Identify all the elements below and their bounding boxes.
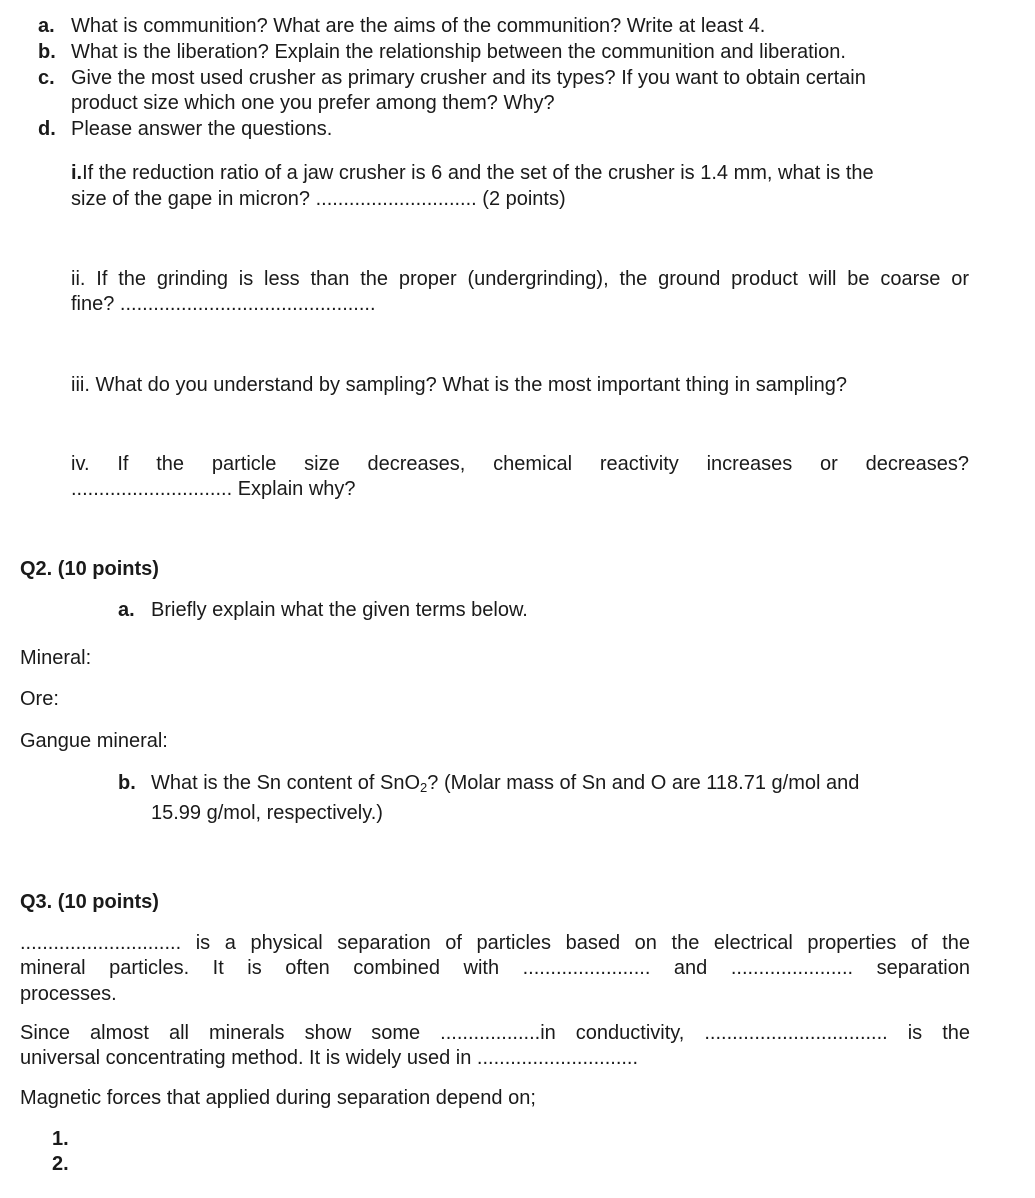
item-text: What is communition? What are the aims of the communition? Write at least 4. <box>71 15 766 37</box>
subscript-2: 2 <box>420 780 428 795</box>
term-ore: Ore: <box>20 688 59 710</box>
item-label: d. <box>38 118 56 140</box>
sub-i-line2: size of the gape in micron? ............................. (2 points) <box>71 188 566 210</box>
sub-ii-line2: fine? .............................................. <box>71 293 376 315</box>
p1-line2: mineral particles. It is often combined with ....................... and ...................... separation <box>20 957 970 979</box>
item-text-line1 <box>151 771 859 796</box>
sub-iv-line1: iv. If the particle size decreases, chemical reactivity increases or decreases? <box>71 453 969 475</box>
list-item-2: 2. <box>52 1153 69 1175</box>
item-text-line2: 15.99 g/mol, respectively.) <box>151 802 383 824</box>
sub-iv-line2: ............................. Explain why? <box>71 478 356 500</box>
p1-line3: processes. <box>20 983 117 1005</box>
term-gangue-mineral: Gangue mineral: <box>20 730 168 752</box>
item-text-line2: product size which one you prefer among them? Why? <box>71 92 555 114</box>
item-label: b. <box>118 772 136 794</box>
q3-heading: Q3. (10 points) <box>20 891 159 913</box>
item-label: a. <box>118 599 135 621</box>
sn-question-post: ? (Molar mass of Sn and O are 118.71 g/mol and <box>427 772 860 794</box>
sub-i-line1 <box>71 161 969 186</box>
q1-sub-iii: iii. What do you understand by sampling? What is the most important thing in sampling? <box>71 374 847 396</box>
item-text: Please answer the questions. <box>71 118 333 140</box>
item-text: Briefly explain what the given terms below. <box>151 599 528 621</box>
sn-question-pre: What is the Sn content of SnO <box>151 772 421 794</box>
sub-ii-line1: ii. If the grinding is less than the proper (undergrinding), the ground product will be coarse or <box>71 268 969 290</box>
sub-i-text: If the reduction ratio of a jaw crusher is 6 and the set of the crusher is 1.4 mm, what is the <box>82 162 874 184</box>
p1-line1: ............................. is a physical separation of particles based on the electrical properties of the <box>20 932 970 954</box>
item-label: c. <box>38 67 55 89</box>
item-text: What is the liberation? Explain the relationship between the communition and liberation. <box>71 41 846 63</box>
p2-line2: universal concentrating method. It is widely used in ............................. <box>20 1047 639 1069</box>
p2-line1: Since almost all minerals show some ..................in conductivity, ................................. is the <box>20 1022 970 1044</box>
q2-heading: Q2. (10 points) <box>20 558 159 580</box>
term-mineral: Mineral: <box>20 647 92 669</box>
sub-i-label: i. <box>71 162 83 184</box>
q3-paragraph-3: Magnetic forces that applied during separation depend on; <box>20 1087 536 1109</box>
item-text-line1: Give the most used crusher as primary crusher and its types? If you want to obtain certain <box>71 67 866 89</box>
item-label: a. <box>38 15 55 37</box>
item-label: b. <box>38 41 56 63</box>
list-item-1: 1. <box>52 1128 69 1150</box>
